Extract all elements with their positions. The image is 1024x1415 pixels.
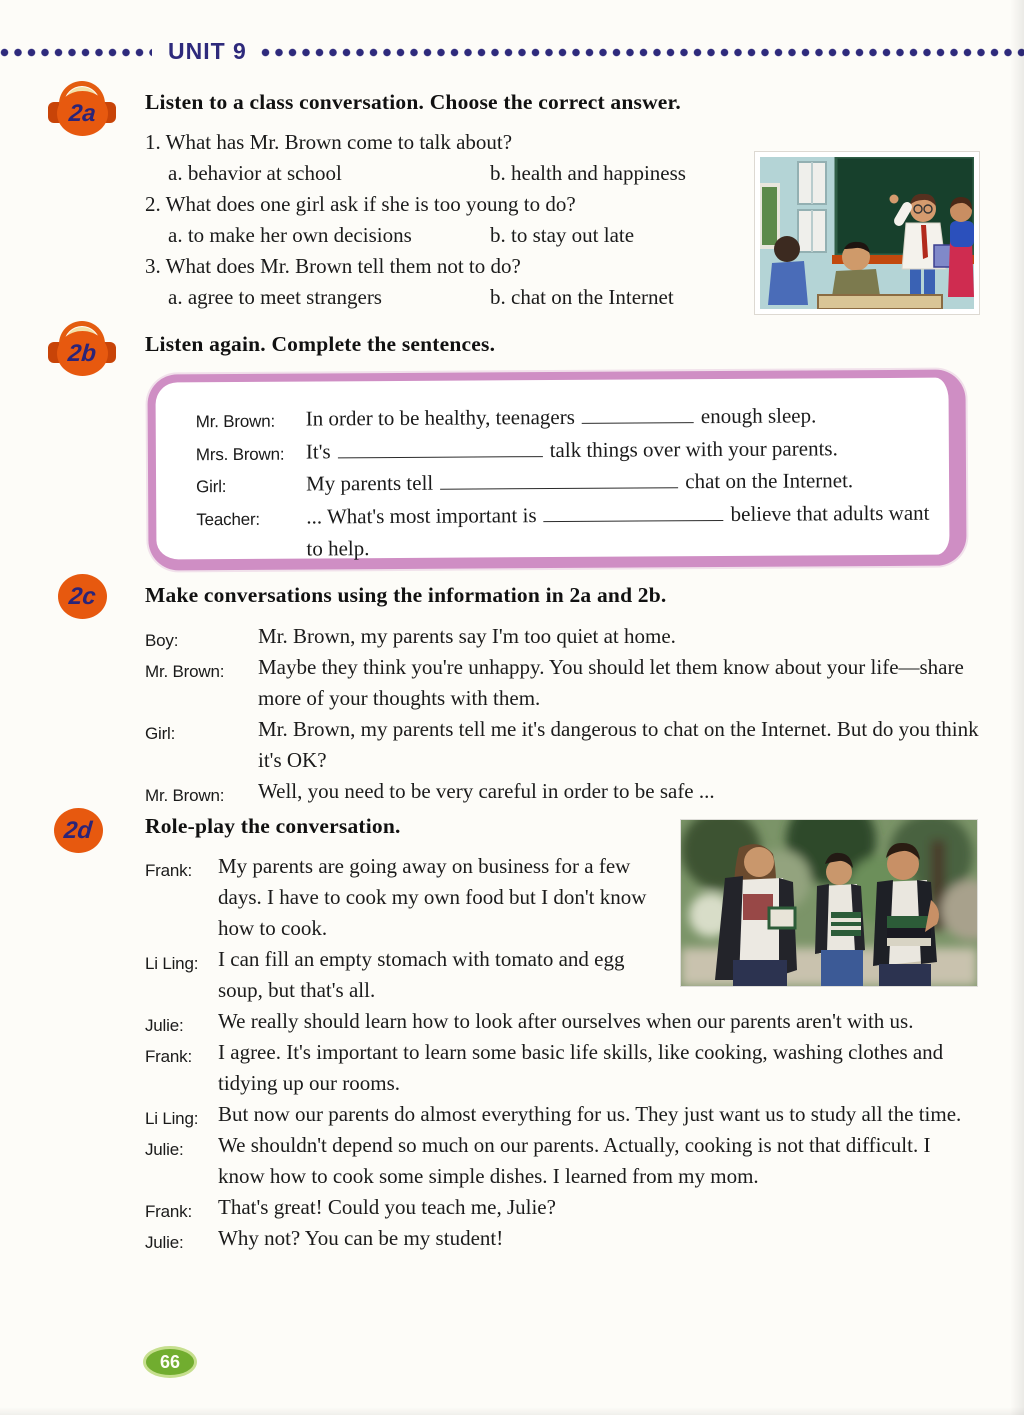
answer-blank — [440, 467, 678, 489]
dialogue-line — [145, 1006, 977, 1037]
speaker-label: Teacher: — [196, 509, 260, 529]
section-2c-badge — [58, 574, 107, 619]
question-1-options — [145, 158, 835, 189]
dialogue-text: That's great! Could you teach me, Julie? — [218, 1195, 556, 1219]
section-2c-title: Make conversations using the information in 2a and 2b. — [145, 583, 667, 607]
option-3b: b. chat on the Internet — [490, 285, 674, 309]
answer-blank — [582, 402, 694, 424]
fill-in-row-3 — [196, 464, 937, 501]
speaker-label: Frank: — [145, 1202, 192, 1221]
dialogue-text: We really should learn how to look after ourselves when our parents aren't with us. — [218, 1009, 914, 1033]
section-2a-badge — [50, 80, 116, 138]
dialogue-text: Well, you need to be very careful in order to be safe ... — [258, 779, 715, 803]
dialogue-line — [145, 1223, 977, 1254]
page-number: 66 — [159, 1351, 181, 1372]
row-text-post: chat on the Internet. — [685, 468, 854, 494]
fill-in-row-2 — [196, 431, 937, 468]
page-bottom-shadow — [0, 1407, 1024, 1415]
dialogue-text: Maybe they think you're unhappy. You should let them know about your life—share more of your thoughts with them. — [258, 655, 964, 710]
speaker-label: Li Ling: — [145, 954, 199, 973]
speaker-label: Julie: — [145, 1016, 184, 1035]
option-1b: b. health and happiness — [490, 161, 686, 185]
dialogue-line — [145, 1099, 977, 1130]
classroom-illustration — [755, 152, 979, 314]
speaker-label: Mr. Brown: — [145, 662, 225, 681]
row-text-post: enough sleep. — [700, 403, 817, 429]
question-list — [145, 127, 835, 313]
section-2c — [145, 583, 1007, 807]
unit-header — [0, 37, 1024, 64]
dialogue-text: Mr. Brown, my parents say I'm too quiet at home. — [258, 624, 676, 648]
section-2b-badge-label: 2b — [67, 339, 98, 367]
section-2a-badge-label: 2a — [68, 99, 98, 127]
dialogue-line — [145, 621, 1007, 652]
option-3a: a. agree to meet strangers — [168, 285, 382, 309]
dialogue-text: My parents are going away on business for a few days. I have to cook my own food but I don't know how to cook. — [218, 854, 647, 940]
speaker-label: Frank: — [145, 861, 192, 880]
section-2d — [145, 814, 977, 1254]
page-edge-shadow — [1010, 0, 1024, 1415]
section-2d-badge-label: 2d — [63, 816, 94, 844]
dialogue-text: Why not? You can be my student! — [218, 1226, 504, 1250]
answer-blank — [338, 436, 543, 458]
fill-in-row-1 — [196, 399, 937, 436]
speaker-label: Frank: — [145, 1047, 192, 1066]
dialogue-line — [145, 1130, 977, 1192]
dialogue-line — [145, 1192, 977, 1223]
dialogue-text: I can fill an empty stomach with tomato and egg soup, but that's all. — [218, 947, 625, 1002]
speaker-label: Mr. Brown: — [195, 411, 276, 432]
fill-in-row-4 — [196, 496, 937, 566]
row-text-post: talk things over with your parents. — [549, 435, 838, 462]
answer-blank — [543, 500, 723, 522]
question-3-options — [145, 282, 835, 313]
page-number-badge — [143, 1346, 197, 1378]
section-2b-badge — [50, 320, 116, 378]
fill-in-box — [147, 370, 966, 571]
speaker-label: Mr. Brown: — [145, 786, 225, 805]
option-2a: a. to make her own decisions — [168, 223, 412, 247]
speaker-label: Boy: — [145, 631, 179, 650]
fill-in-box-content — [155, 378, 949, 576]
question-1: 1. What has Mr. Brown come to talk about? — [145, 130, 513, 154]
dialogue-line — [145, 652, 1007, 714]
dotted-divider-left — [0, 48, 152, 57]
dialogue-text: We shouldn't depend so much on our parents. Actually, cooking is not that difficult. I know how to cook some simple dishes. I learned from my mom. — [218, 1133, 931, 1188]
dotted-divider-right — [261, 48, 1024, 57]
row-text-pre: ... What's most important is — [306, 502, 537, 529]
section-2b-title: Listen again. Complete the sentences. — [145, 332, 496, 356]
dialogue-line — [145, 851, 977, 944]
section-2c-badge-label: 2c — [68, 582, 98, 610]
section-2a — [145, 90, 835, 313]
badge-circle — [57, 91, 108, 136]
section-2a-title: Listen to a class conversation. Choose the correct answer. — [145, 90, 681, 114]
dialogue-text: But now our parents do almost everything for us. They just want us to study all the time. — [218, 1102, 962, 1126]
dialogue-text: I agree. It's important to learn some basic life skills, like cooking, washing clothes and tidying up our rooms. — [218, 1040, 944, 1095]
row-text-pre: My parents tell — [306, 470, 434, 496]
question-2: 2. What does one girl ask if she is too young to do? — [145, 192, 576, 216]
speaker-label: Li Ling: — [145, 1109, 199, 1128]
speaker-label: Girl: — [145, 724, 176, 743]
speaker-label: Julie: — [145, 1140, 184, 1159]
section-2d-title: Role-play the conversation. — [145, 814, 401, 838]
row-text-pre: In order to be healthy, teenagers — [305, 404, 575, 431]
dialogue-text: Mr. Brown, my parents tell me it's dangerous to chat on the Internet. But do you think it's OK? — [258, 717, 979, 772]
speaker-label: Girl: — [196, 477, 227, 497]
question-3: 3. What does Mr. Brown tell them not to do? — [145, 254, 521, 278]
question-2-options — [145, 220, 835, 251]
dialogue-line — [145, 714, 1007, 776]
badge-circle — [57, 331, 108, 376]
option-2b: b. to stay out late — [490, 223, 635, 247]
speaker-label: Mrs. Brown: — [195, 444, 285, 464]
dialogue-line — [145, 1037, 977, 1099]
row-text-pre: It's — [305, 438, 331, 464]
classroom-illustration-art — [760, 157, 974, 309]
section-2d-badge — [54, 808, 103, 853]
option-1a: a. behavior at school — [168, 161, 342, 185]
dialogue-line — [145, 776, 1007, 807]
row-text-post: believe that adults want to help. — [306, 500, 930, 561]
unit-title: UNIT 9 — [168, 37, 247, 64]
dialogue-line — [145, 944, 977, 1006]
section-2b — [145, 332, 845, 357]
speaker-label: Julie: — [145, 1233, 184, 1252]
